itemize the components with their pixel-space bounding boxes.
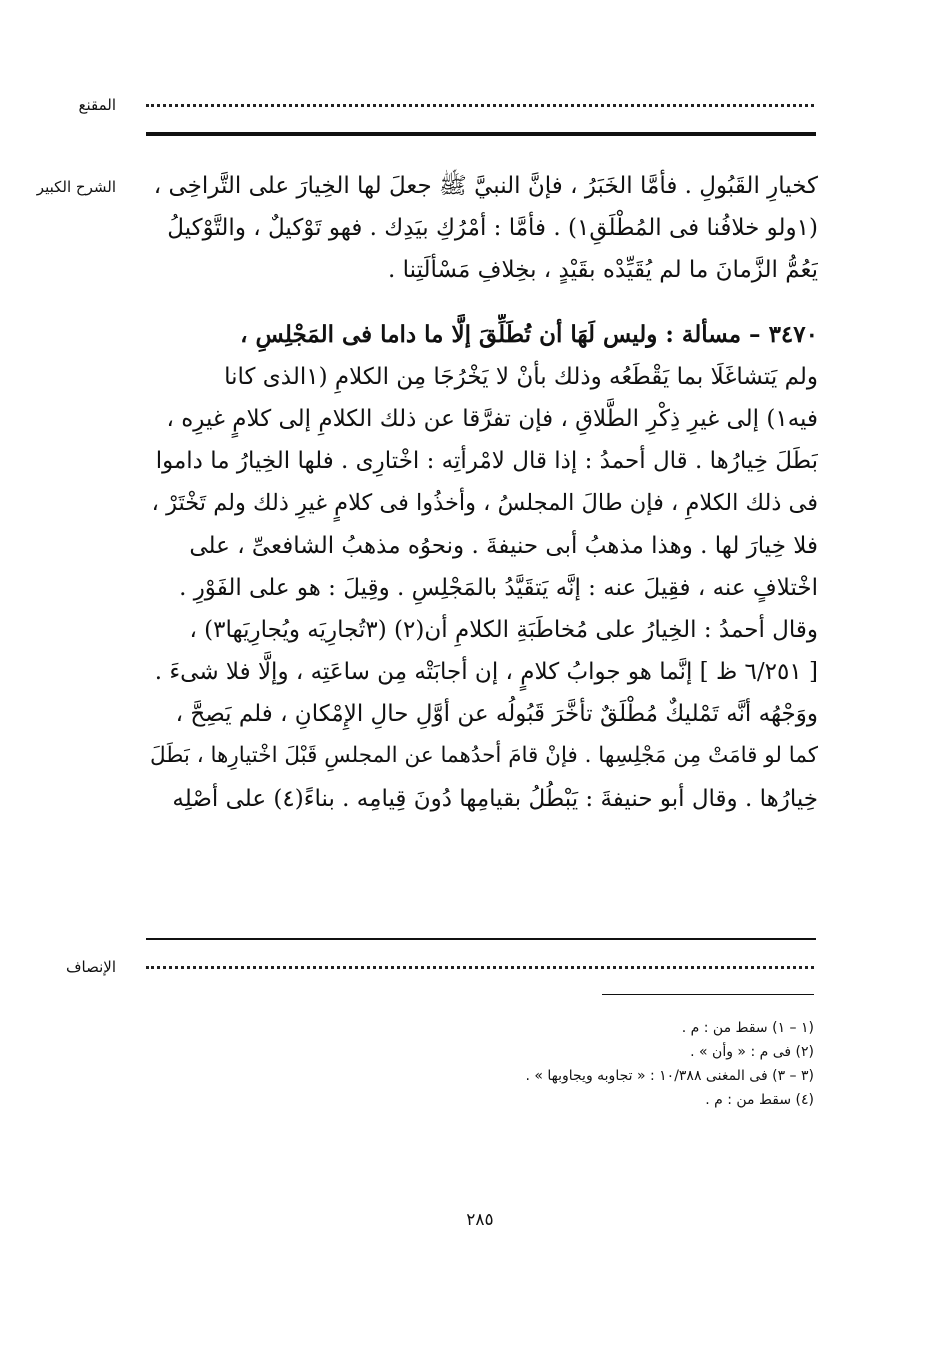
book-title-label: المقنع xyxy=(78,96,116,114)
text-line: يَعُمُّ الزَّمانَ ما لم يُقَيِّدْه بقَيْدٍ ، بخِلافِ مَسْألَتِنا . xyxy=(388,257,818,284)
body-end-rule xyxy=(146,938,816,940)
footnote: (٣ – ٣) فى المغنى ١٠/٣٨٨ : « تجاوبه ويجاوبها » . xyxy=(525,1068,814,1084)
text-line: [ ٦/٢٥١ ظ ] إنَّما هو جوابُ كلامٍ ، إن أجابَتْه مِن ساعَتِه ، وإلَّا فلا شىءَ . xyxy=(154,659,818,686)
text-line: فى ذلك الكلامِ ، فإن طالَ المجلسُ ، وأخذُوا فى كلامٍ غيرِ ذلك ولم تَخْتَرْ ، xyxy=(151,490,818,517)
text-line: خِيارُها . وقال أبو حنيفةَ : يَبْطُلُ بقيامِها دُونَ قِيامِه . بناءً(٤) على أصْلِه xyxy=(172,785,818,812)
footnote: (١ – ١) سقط من : م . xyxy=(681,1020,814,1036)
footnote-separator xyxy=(602,994,814,995)
text-line: وقال أحمدُ : الخِيارُ على مُخاطَبَةِ الكلامِ أن(٢) (٣تُجارِيَه ويُجارِيَها٣) ، xyxy=(189,616,818,643)
footnote: (٢) فى م : « وأن » . xyxy=(690,1044,814,1060)
text-line: فيه١) إلى غيرِ ذِكْرِ الطَّلاقِ ، فإن تفرَّقا عن ذلك الكلامِ إلى كلامٍ غيرِه ، xyxy=(166,405,818,432)
text-line: ٣٤٧٠ – مسألة : وليس لَهَا أن تُطَلِّقَ إلَّا ما داما فى المَجْلِسِ ، xyxy=(240,320,818,348)
text-line: كخيارِ القَبُولِ . فأمَّا الخَبَرُ ، فإنَّ النبيَّ ﷺ جعلَ لها الخِيارَ على التَّراخِى ، xyxy=(153,173,818,199)
text-line: كما لو قامَتْ مِن مَجْلِسِها . فإنْ قامَ أحدُهما عن المجلسِ قَبْلَ اخْتيارِها ، بَطَلَ xyxy=(149,743,818,769)
text-line: ووَجْهُه أنَّه تَمْليكٌ مُطْلَقٌ تأخَّرَ قَبُولُه عن أوَّلِ حالِ الإِمْكانِ ، فلم يَصِحَّ ، xyxy=(175,701,818,728)
footnotes xyxy=(300,1016,814,1112)
text-line: ولم يَتشاغَلَا بما يَقْطَعُه وذلك بأنْ لا يَخْرُجَا مِن الكلامِ (١الذى كانا xyxy=(224,363,818,390)
paragraph-gap xyxy=(142,292,818,314)
text-line: فلا خِيارَ لها . وهذا مذهبُ أبى حنيفةَ . ونحوُه مذهبُ الشافعىِّ ، على xyxy=(189,532,818,559)
header-rule xyxy=(146,132,816,136)
page-number: ٢٨٥ xyxy=(466,1210,494,1230)
text-line: اخْتلافٍ عنه ، فقِيلَ عنه : إنَّه يَتقَيَّدُ بالمَجْلِسِ . وقِيلَ : هو على الفَوْرِ . xyxy=(179,574,818,601)
main-text xyxy=(142,165,818,820)
commentary-label: الشرح الكبير xyxy=(36,178,116,196)
footnote: (٤) سقط من : م . xyxy=(705,1092,814,1108)
insaf-dotted-separator xyxy=(146,966,814,969)
text-line: بَطَلَ خِيارُها . قال أحمدُ : إذا قال لامْرأتِه : اخْتارِى . فلها الخِيارُ ما داموا xyxy=(155,448,818,475)
header-dotted-separator xyxy=(146,104,814,107)
text-line: (١ولو خلافُنا فى المُطْلَقِ١) . فأمَّا : أمْرُكِ بيَدِك . فهو تَوْكيلٌ ، والتَّوْكيلُ xyxy=(167,215,818,242)
insaf-label: الإنصاف xyxy=(65,958,116,976)
